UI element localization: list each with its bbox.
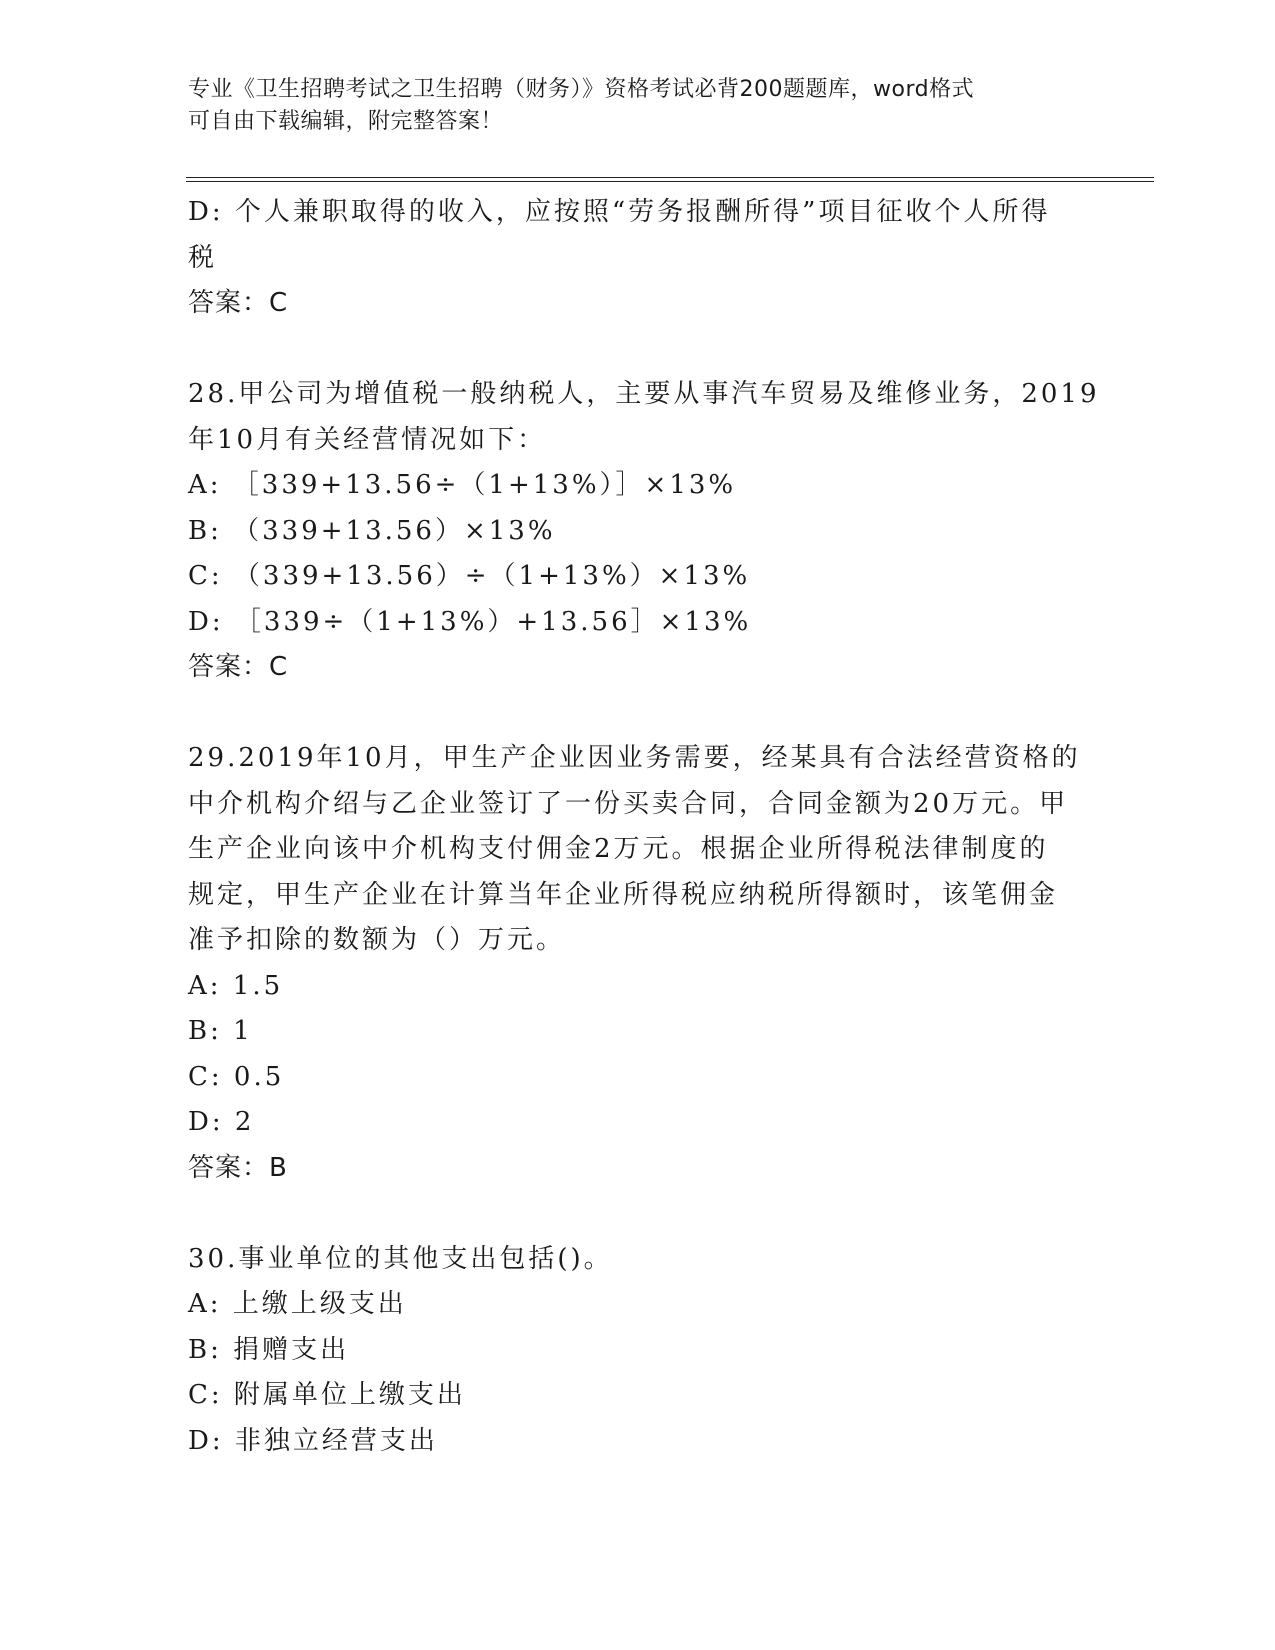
option-c: C: 附属单位上缴支出 [188, 1380, 466, 1410]
option-c: C: （339+13.56）÷（1+13%）×13% [188, 561, 751, 591]
header-line-2: 可自由下载编辑，附完整答案！ [188, 109, 504, 134]
question-stem: 规定，甲生产企业在计算当年企业所得税应纳税所得额时，该笔佣金 [188, 879, 1059, 910]
question-stem: 准予扣除的数额为（）万元。 [188, 925, 566, 955]
question-fragment [188, 190, 1088, 327]
question-stem: 中介机构介绍与乙企业签订了一份买卖合同，合同金额为20万元。甲 [188, 788, 1069, 819]
option-b: B: 1 [188, 1016, 253, 1046]
answer-label: 答案：C [188, 288, 289, 318]
question-list [188, 190, 1100, 1464]
option-b: B: （339+13.56）×13% [188, 515, 556, 546]
question-stem: 生产企业向该中介机构支付佣金2万元。根据企业所得税法律制度的 [188, 834, 1049, 864]
spacer [188, 327, 1088, 373]
option-d: D: 个人兼职取得的收入，应按照“劳务报酬所得”项目征收个人所得 [188, 197, 1051, 227]
option-d: D: 非独立经营支出 [188, 1425, 438, 1456]
question-stem: 28.甲公司为增值税一般纳税人，主要从事汽车贸易及维修业务，2019 [188, 379, 1100, 409]
option-d-continued: 税 [188, 242, 218, 273]
answer-label: 答案：B [188, 1152, 288, 1183]
question-stem: 年10月有关经营情况如下： [188, 424, 547, 455]
spacer [188, 1191, 1088, 1237]
option-a: A: 1.5 [188, 970, 284, 1001]
option-d: D: ［339÷（1+13%）+13.56］×13% [188, 606, 752, 637]
question-stem: 30.事业单位的其他支出包括()。 [188, 1243, 613, 1274]
option-b: B: 捐赠支出 [188, 1334, 350, 1365]
option-a: A: ［339+13.56÷（1+13%）］×13% [188, 470, 737, 500]
option-a: A: 上缴上级支出 [188, 1289, 407, 1319]
question-stem: 29.2019年10月，甲生产企业因业务需要，经某具有合法经营资格的 [188, 743, 1081, 773]
option-c: C: 0.5 [188, 1061, 285, 1092]
option-d: D: 2 [188, 1107, 255, 1137]
spacer [188, 691, 1088, 737]
question-29 [188, 736, 1088, 1191]
header-line-1: 专业《卫生招聘考试之卫生招聘（财务）》资格考试必背200题题库，word格式 [188, 77, 975, 102]
question-28 [188, 372, 1100, 691]
document-header [188, 74, 1088, 138]
answer-label: 答案：C [188, 652, 289, 682]
question-30 [188, 1237, 1088, 1465]
header-divider [186, 177, 1154, 182]
